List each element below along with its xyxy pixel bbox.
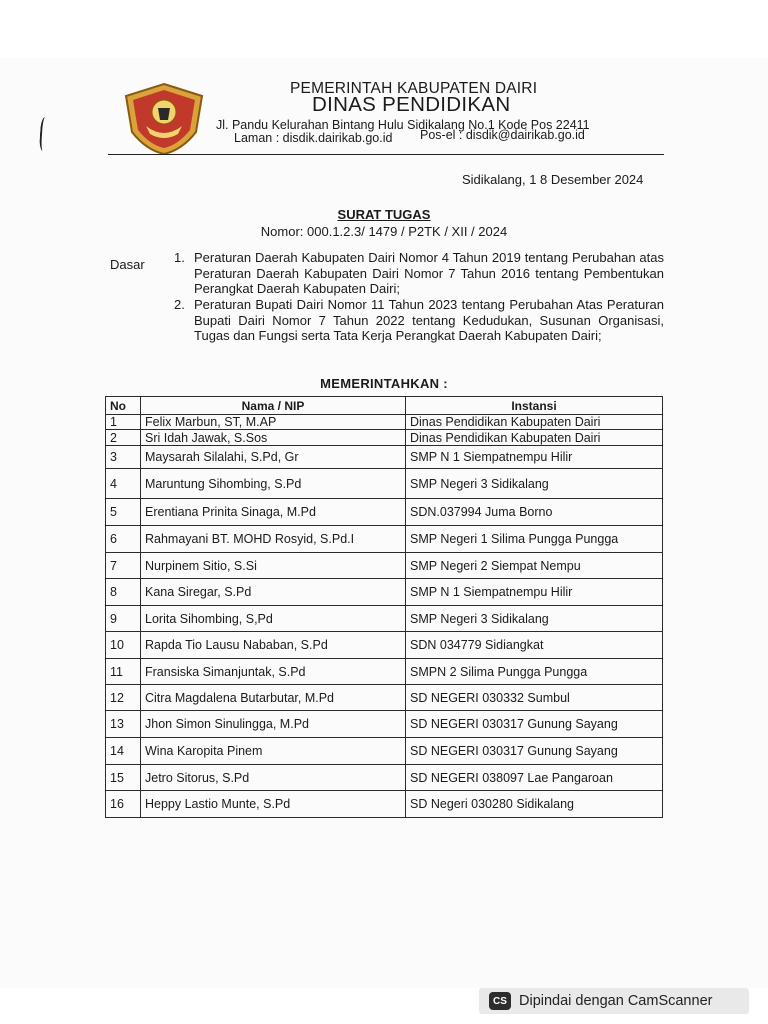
- cell-no: 8: [106, 579, 141, 606]
- cell-institution: SMPN 2 Silima Pungga Pungga: [406, 659, 663, 685]
- cell-no: 12: [106, 685, 141, 711]
- letter-title: SURAT TUGAS: [337, 207, 431, 222]
- cell-no: 16: [106, 791, 141, 818]
- cell-no: 13: [106, 711, 141, 738]
- cell-name: Felix Marbun, ST, M.AP: [141, 415, 406, 430]
- cell-name: Rahmayani BT. MOHD Rosyid, S.Pd.I: [141, 526, 406, 553]
- table-row: [106, 526, 663, 553]
- cell-no: 15: [106, 765, 141, 791]
- table-row: [106, 579, 663, 606]
- cell-name: Wina Karopita Pinem: [141, 738, 406, 765]
- dasar-item: [174, 250, 664, 297]
- table-row: [106, 415, 663, 430]
- table-row: [106, 499, 663, 526]
- dasar-item-number: 2.: [174, 297, 185, 312]
- camscanner-label: Dipindai dengan CamScanner: [519, 993, 713, 1009]
- cell-no: 6: [106, 526, 141, 553]
- assignee-table-body: [106, 415, 663, 818]
- instruction-heading: MEMERINTAHKAN :: [320, 376, 448, 391]
- table-row: [106, 606, 663, 632]
- cell-institution: SDN 034779 Sidiangkat: [406, 632, 663, 659]
- cell-name: Fransiska Simanjuntak, S.Pd: [141, 659, 406, 685]
- cell-no: 14: [106, 738, 141, 765]
- column-header-no: No: [106, 397, 141, 415]
- cell-institution: SMP N 1 Siempatnempu Hilir: [406, 579, 663, 606]
- table-row: [106, 446, 663, 469]
- letterhead-website: Laman : disdik.dairikab.go.id: [234, 131, 393, 145]
- dasar-item-number: 1.: [174, 250, 185, 265]
- cell-name: Citra Magdalena Butarbutar, M.Pd: [141, 685, 406, 711]
- dasar-item-text: Peraturan Daerah Kabupaten Dairi Nomor 4 Tahun 2019 tentang Perubahan atas Peraturan Daerah Kabupaten Dairi Nomor 7 Tahun 2016 tentang Pembentukan Perangkat Daerah Kabupaten Dairi;: [194, 250, 664, 296]
- table-row: [106, 632, 663, 659]
- cell-name: Jhon Simon Sinulingga, M.Pd: [141, 711, 406, 738]
- cell-name: Kana Siregar, S.Pd: [141, 579, 406, 606]
- cell-institution: SMP N 1 Siempatnempu Hilir: [406, 446, 663, 469]
- column-header-institution: Instansi: [406, 397, 663, 415]
- cell-no: 10: [106, 632, 141, 659]
- cell-institution: Dinas Pendidikan Kabupaten Dairi: [406, 415, 663, 430]
- cell-name: Erentiana Prinita Sinaga, M.Pd: [141, 499, 406, 526]
- camscanner-badge: [479, 988, 749, 1014]
- column-header-name: Nama / NIP: [141, 397, 406, 415]
- cell-no: 7: [106, 553, 141, 579]
- camscanner-icon: CS: [489, 992, 511, 1010]
- cell-no: 2: [106, 430, 141, 446]
- table-row: [106, 791, 663, 818]
- cell-no: 3: [106, 446, 141, 469]
- cell-name: Maruntung Sihombing, S.Pd: [141, 469, 406, 499]
- cell-institution: SMP Negeri 1 Silima Pungga Pungga: [406, 526, 663, 553]
- letterhead-email: Pos-el : disdik@dairikab.go.id: [420, 128, 585, 142]
- cell-name: Jetro Sitorus, S.Pd: [141, 765, 406, 791]
- table-row: [106, 553, 663, 579]
- cell-no: 11: [106, 659, 141, 685]
- letterhead-address: Jl. Pandu Kelurahan Bintang Hulu Sidikalang No.1 Kode Pos 22411: [216, 118, 590, 132]
- dasar-label: Dasar: [110, 257, 145, 272]
- dasar-item: [174, 297, 664, 344]
- cell-institution: SD NEGERI 030317 Gunung Sayang: [406, 738, 663, 765]
- letter-date: Sidikalang, 1 8 Desember 2024: [462, 172, 644, 187]
- cell-name: Nurpinem Sitio, S.Si: [141, 553, 406, 579]
- kabupaten-dairi-logo: [122, 82, 206, 156]
- letterhead-divider: [108, 154, 664, 155]
- table-row: [106, 765, 663, 791]
- table-row: [106, 738, 663, 765]
- cell-name: Maysarah Silalahi, S.Pd, Gr: [141, 446, 406, 469]
- cell-institution: SMP Negeri 3 Sidikalang: [406, 469, 663, 499]
- table-row: [106, 469, 663, 499]
- assignee-table: [105, 396, 663, 818]
- table-row: [106, 685, 663, 711]
- cell-institution: SMP Negeri 3 Sidikalang: [406, 606, 663, 632]
- letterhead-government: PEMERINTAH KABUPATEN DAIRI: [290, 80, 538, 97]
- cell-institution: SMP Negeri 2 Siempat Nempu: [406, 553, 663, 579]
- cell-name: Rapda Tio Lausu Nababan, S.Pd: [141, 632, 406, 659]
- dasar-item-text: Peraturan Bupati Dairi Nomor 11 Tahun 2023 tentang Perubahan Atas Peraturan Bupati Dairi Nomor 7 Tahun 2022 tentang Kedudukan, Susunan Organisasi, Tugas dan Fungsi serta Tata Kerja Perangkat Daerah Kabupaten Dairi;: [194, 297, 664, 343]
- cell-name: Sri Idah Jawak, S.Sos: [141, 430, 406, 446]
- cell-institution: SD Negeri 030280 Sidikalang: [406, 791, 663, 818]
- cell-no: 9: [106, 606, 141, 632]
- table-header-row: [106, 397, 663, 415]
- cell-no: 1: [106, 415, 141, 430]
- cell-institution: SD NEGERI 030317 Gunung Sayang: [406, 711, 663, 738]
- cell-name: Heppy Lastio Munte, S.Pd: [141, 791, 406, 818]
- letterhead-agency: DINAS PENDIDIKAN: [312, 93, 511, 116]
- cell-institution: SDN.037994 Juma Borno: [406, 499, 663, 526]
- cell-institution: Dinas Pendidikan Kabupaten Dairi: [406, 430, 663, 446]
- cell-no: 4: [106, 469, 141, 499]
- table-row: [106, 430, 663, 446]
- letter-number: Nomor: 000.1.2.3/ 1479 / P2TK / XII / 2024: [260, 224, 508, 239]
- cell-institution: SD NEGERI 038097 Lae Pangaroan: [406, 765, 663, 791]
- cell-institution: SD NEGERI 030332 Sumbul: [406, 685, 663, 711]
- table-row: [106, 711, 663, 738]
- table-row: [106, 659, 663, 685]
- cell-no: 5: [106, 499, 141, 526]
- cell-name: Lorita Sihombing, S,Pd: [141, 606, 406, 632]
